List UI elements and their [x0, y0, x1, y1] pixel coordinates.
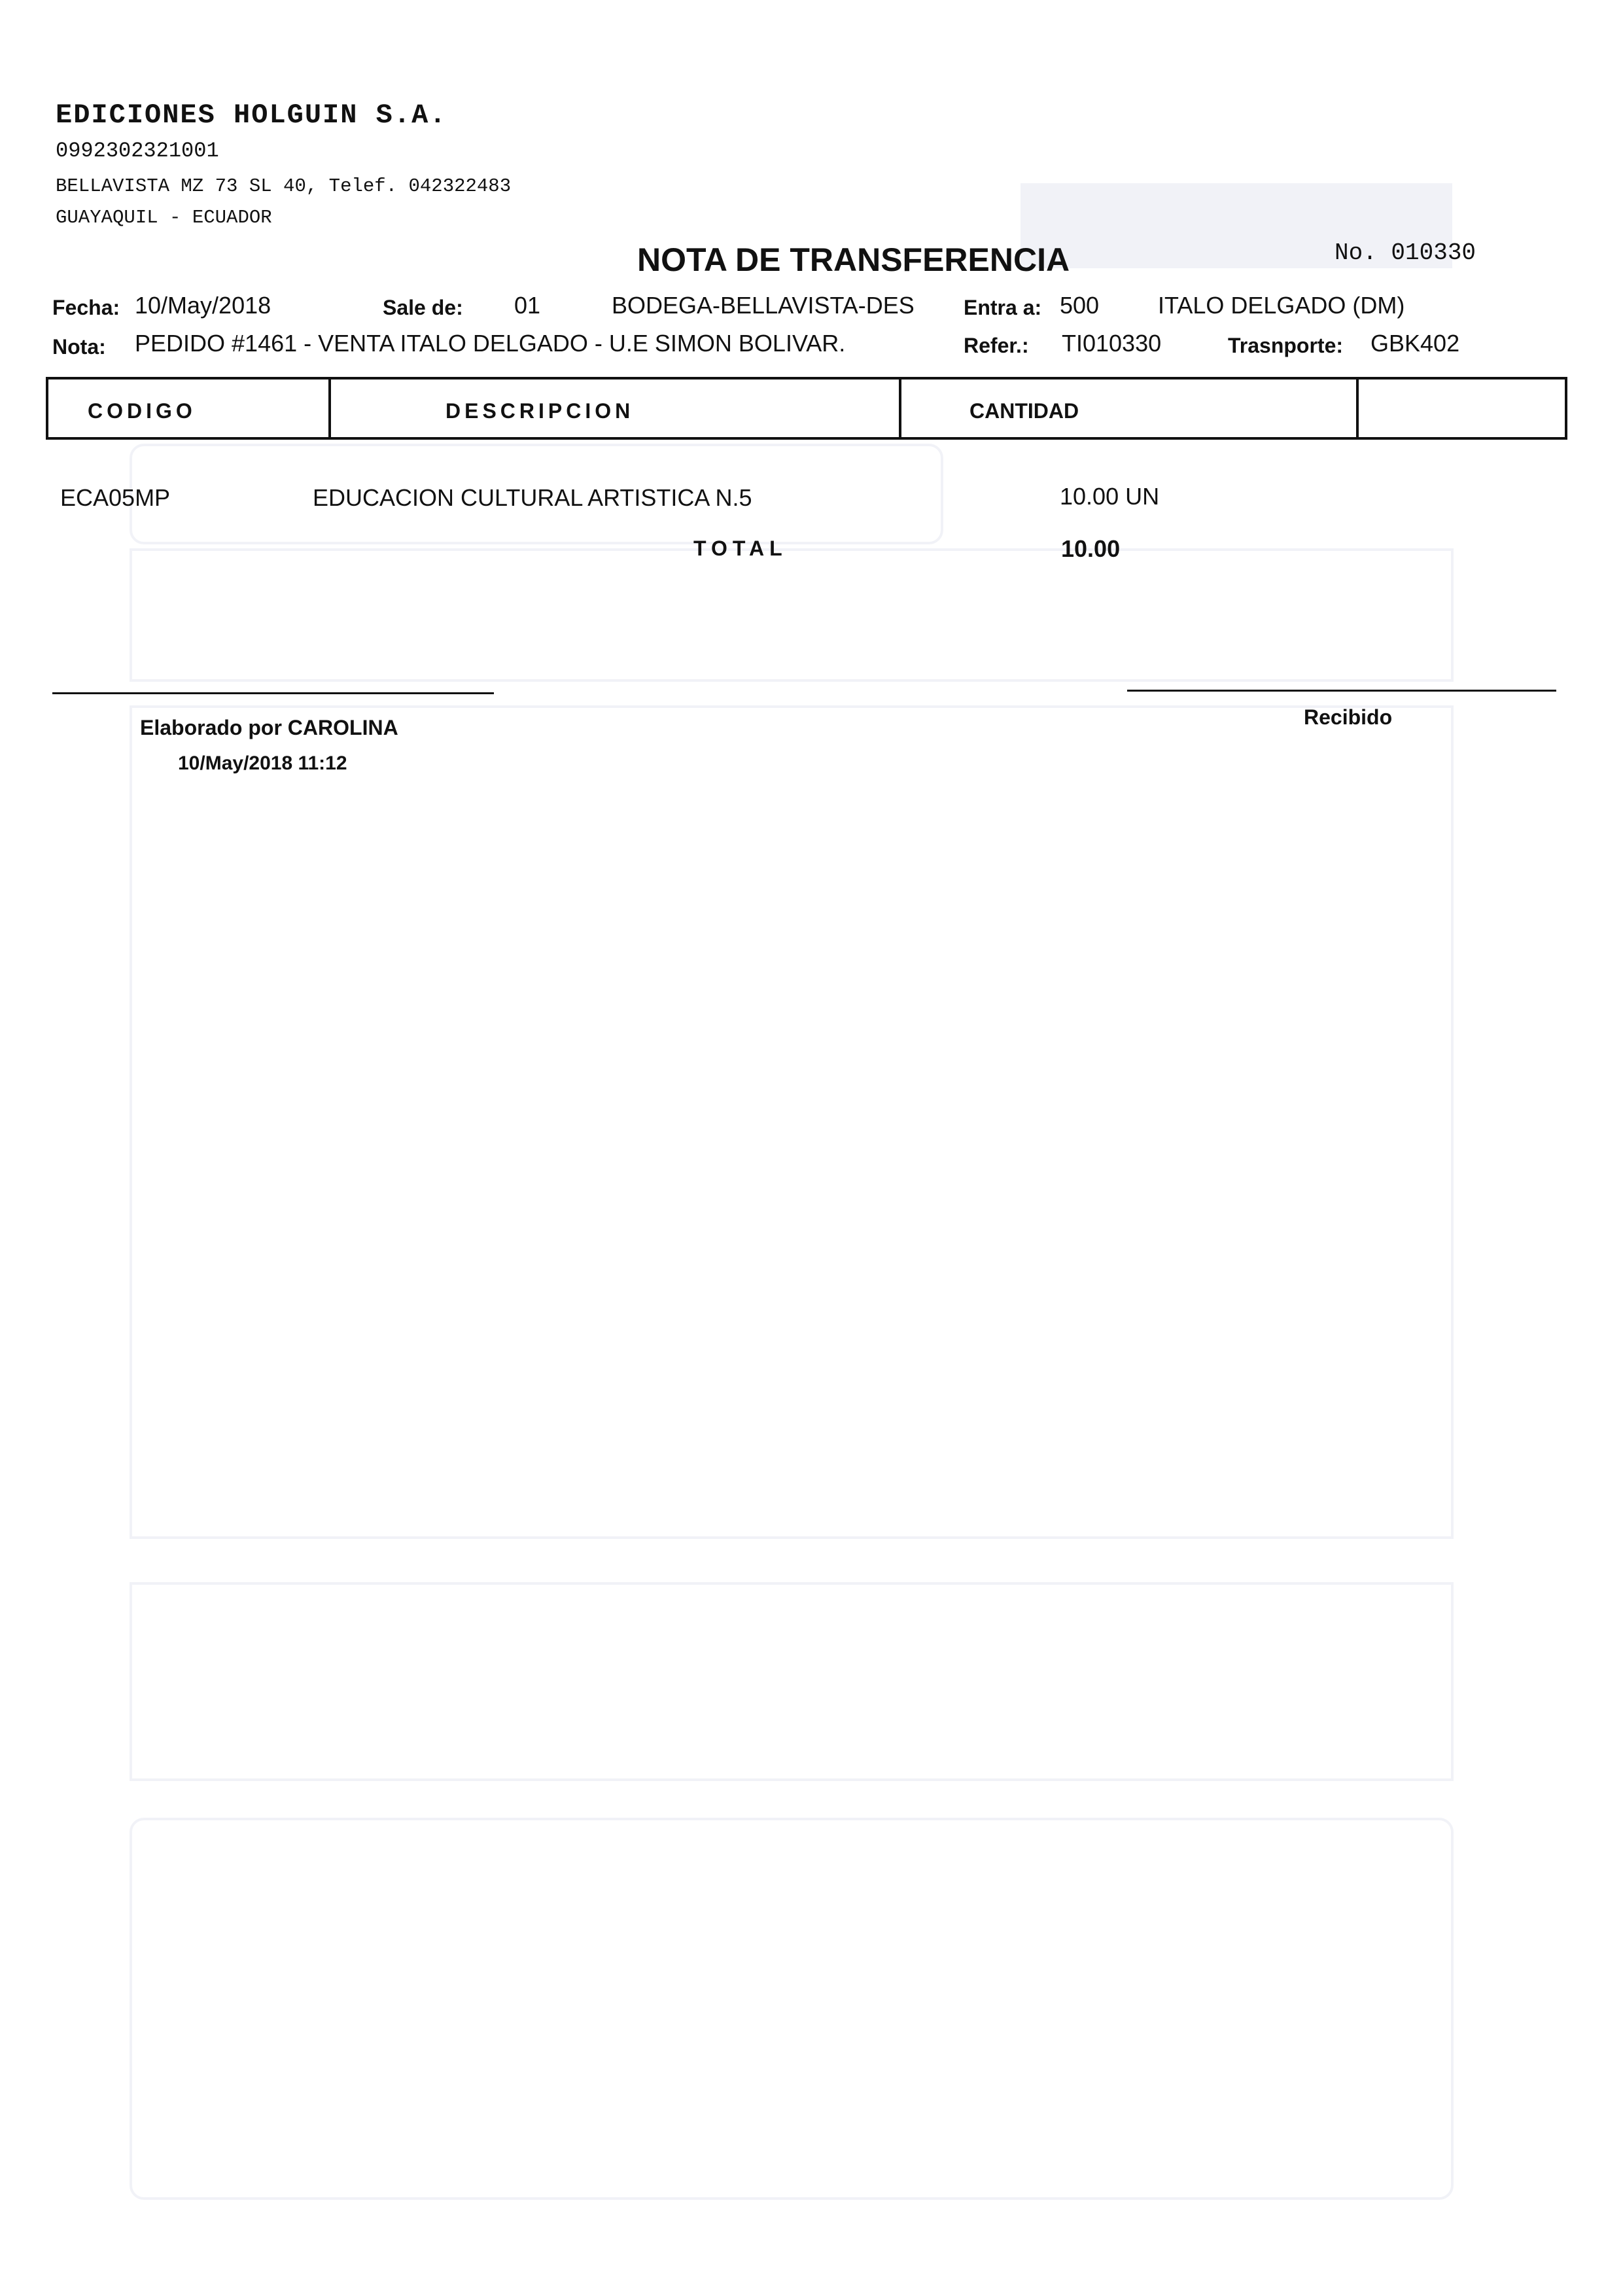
header-descripcion: DESCRIPCION [445, 399, 635, 423]
transporte-label: Trasnporte: [1228, 334, 1344, 357]
row-codigo: ECA05MP [60, 484, 171, 511]
sale-de-name: BODEGA-BELLAVISTA-DES [612, 292, 915, 319]
company-ruc: 0992302321001 [56, 139, 219, 163]
company-city: GUAYAQUIL - ECUADOR [56, 207, 272, 228]
total-value: 10.00 [1061, 535, 1121, 562]
header-codigo: CODIGO [88, 399, 196, 423]
refer-label: Refer.: [964, 334, 1029, 357]
entra-a-label: Entra a: [964, 296, 1042, 319]
transporte-value: GBK402 [1370, 330, 1460, 357]
refer-value: TI010330 [1062, 330, 1162, 357]
elaborado-label: Elaborado por CAROLINA [140, 716, 398, 739]
items-table-header [46, 377, 1567, 440]
column-divider [1356, 380, 1359, 437]
fecha-value: 10/May/2018 [135, 292, 271, 319]
document-number: No. 010330 [1335, 239, 1476, 266]
entra-a-name: ITALO DELGADO (DM) [1158, 292, 1405, 319]
company-name: EDICIONES HOLGUIN S.A. [56, 99, 447, 131]
row-cantidad: 10.00 UN [1060, 483, 1160, 510]
row-descripcion: EDUCACION CULTURAL ARTISTICA N.5 [313, 484, 752, 511]
document-title: NOTA DE TRANSFERENCIA [637, 241, 1070, 278]
column-divider [899, 380, 901, 437]
recibido-label: Recibido [1304, 705, 1393, 729]
signature-line-elaborado [52, 692, 494, 694]
sale-de-code: 01 [514, 292, 541, 319]
total-label: TOTAL [693, 537, 788, 560]
sale-de-label: Sale de: [383, 296, 463, 319]
column-divider [328, 380, 331, 437]
company-address: BELLAVISTA MZ 73 SL 40, Telef. 042322483 [56, 175, 512, 197]
elaborado-datetime: 10/May/2018 11:12 [178, 752, 347, 774]
header-cantidad: CANTIDAD [969, 399, 1079, 423]
fecha-label: Fecha: [52, 296, 120, 319]
nota-value: PEDIDO #1461 - VENTA ITALO DELGADO - U.E SIMON BOLIVAR. [135, 330, 846, 357]
nota-label: Nota: [52, 335, 106, 359]
signature-line-recibido [1127, 690, 1556, 692]
entra-a-code: 500 [1060, 292, 1100, 319]
